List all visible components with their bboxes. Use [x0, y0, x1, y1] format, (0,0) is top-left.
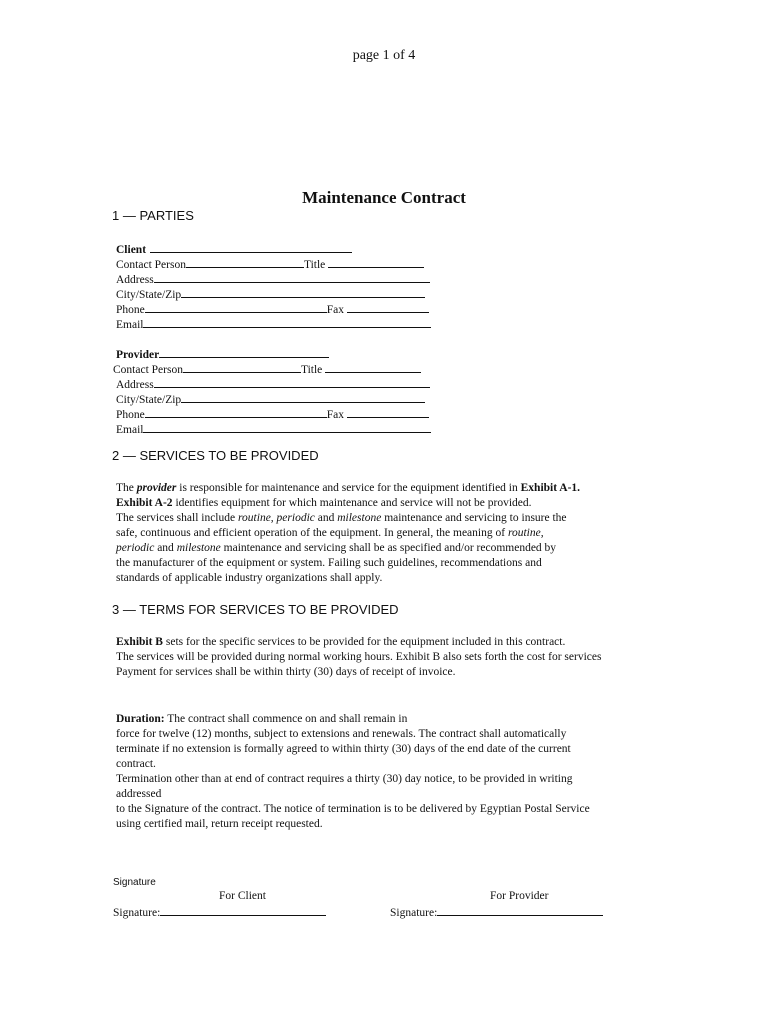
- services-line-7: standards of applicable industry organizations shall apply.: [116, 572, 383, 584]
- services-line-5: periodic and milestone maintenance and servicing shall be as specified and/or recommended by: [116, 542, 557, 554]
- for-provider-label: For Provider: [490, 890, 549, 902]
- services-line-6: the manufacturer of the equipment or system. Failing such guidelines, recommendations and: [116, 557, 542, 569]
- page-number: page 1 of 4: [352, 48, 416, 63]
- duration-line-5: Termination other than at end of contract requires a thirty (30) day notice, to be provided in writing: [116, 773, 573, 785]
- terms-line-1: Exhibit B sets for the specific services to be provided for the equipment included in this contract.: [116, 636, 566, 648]
- duration-line-2: force for twelve (12) months, subject to extensions and renewals. The contract shall automatically: [116, 728, 567, 740]
- duration-line-7: to the Signature of the contract. The notice of termination is to be delivered by Egyptian Postal Service: [116, 803, 590, 815]
- provider-field: Provider: [116, 347, 329, 361]
- duration-line-1: Duration: The contract shall commence on and shall remain in: [116, 713, 408, 725]
- section-services-heading: 2 — SERVICES TO BE PROVIDED: [112, 448, 319, 463]
- provider-email-row: Email: [116, 422, 431, 436]
- provider-city-row: City/State/Zip: [116, 392, 425, 406]
- section-terms-heading: 3 — TERMS FOR SERVICES TO BE PROVIDED: [112, 602, 399, 617]
- document-title: Maintenance Contract: [302, 188, 466, 207]
- client-city-row: City/State/Zip: [116, 287, 425, 301]
- provider-address-row: Address: [116, 377, 430, 391]
- duration-line-6: addressed: [116, 788, 162, 800]
- provider-signature-line: Signature:: [390, 905, 603, 919]
- services-line-1: The provider is responsible for maintenance and service for the equipment identified in Exhibit A-1.: [116, 482, 581, 494]
- services-line-4: safe, continuous and efficient operation of the equipment. In general, the meaning of routine,: [116, 527, 544, 539]
- provider-phone-row: Phone Fax: [116, 407, 429, 421]
- duration-line-4: contract.: [116, 758, 156, 770]
- services-line-2: Exhibit A-2 identifies equipment for which maintenance and service will not be provided.: [116, 497, 532, 509]
- client-signature-line: Signature:: [113, 905, 326, 919]
- duration-line-3: terminate if no extension is formally agreed to within thirty (30) days of the end date of the current: [116, 743, 571, 755]
- duration-line-8: using certified mail, return receipt requested.: [116, 818, 323, 830]
- provider-contact-row: Contact Person Title: [113, 362, 421, 376]
- for-client-label: For Client: [219, 890, 266, 902]
- client-field: Client: [116, 242, 352, 256]
- services-line-3: The services shall include routine, periodic and milestone maintenance and servicing to insure the: [116, 512, 567, 524]
- signature-heading: Signature: [113, 877, 156, 888]
- terms-line-2: The services will be provided during normal working hours. Exhibit B also sets forth the cost for services: [116, 651, 602, 663]
- client-phone-row: Phone Fax: [116, 302, 429, 316]
- terms-line-3: Payment for services shall be within thirty (30) days of receipt of invoice.: [116, 666, 456, 678]
- section-parties-heading: 1 — PARTIES: [112, 208, 194, 223]
- client-email-row: Email: [116, 317, 431, 331]
- client-contact-row: Contact Person Title: [116, 257, 424, 271]
- client-address-row: Address: [116, 272, 430, 286]
